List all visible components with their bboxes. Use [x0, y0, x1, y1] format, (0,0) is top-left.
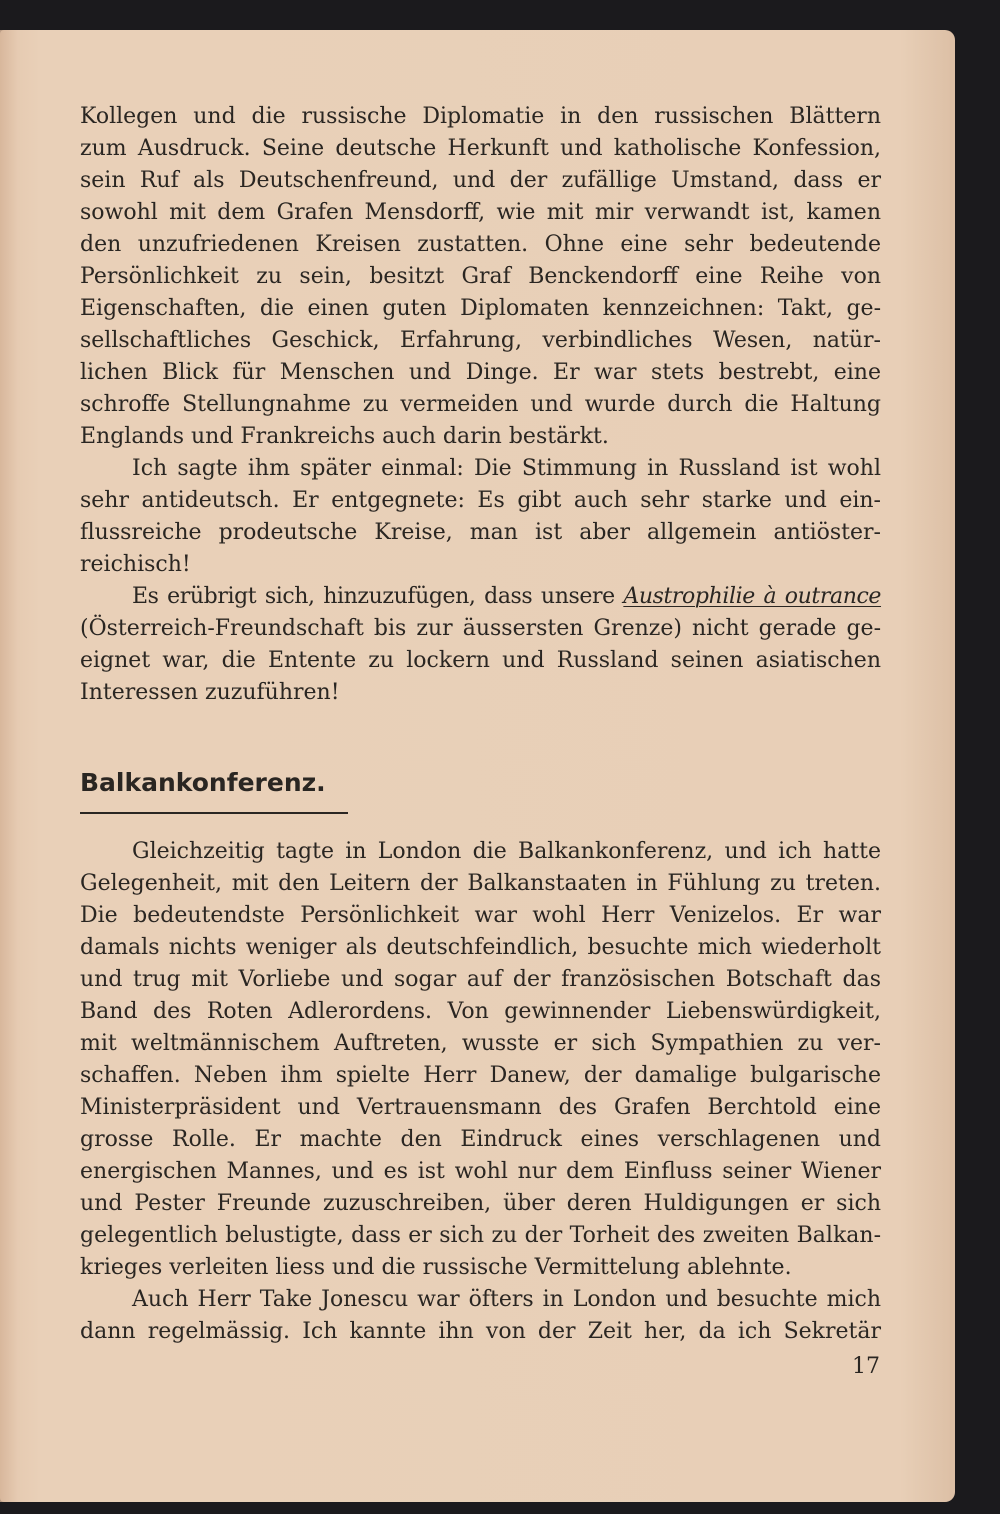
text-line: schaffen. Neben ihm spielte Herr Danew, der damalige bulgarische: [80, 1063, 881, 1088]
text-line: (Österreich-Freundschaft bis zur äussersten Grenze) nicht gerade ge-: [80, 616, 881, 641]
text-line: Die bedeutendste Persönlichkeit war wohl Herr Venizelos. Er war: [80, 903, 881, 928]
text-line: sehr antideutsch. Er entgegnete: Es gibt auch sehr starke und ein-: [80, 488, 881, 513]
paragraph-4: [80, 836, 881, 1284]
text-line: Interessen zuzuführen!: [80, 680, 340, 705]
text-line: den unzufriedenen Kreisen zustatten. Ohne eine sehr bedeutende: [80, 232, 881, 257]
text-line: Ministerpräsident und Vertrauensmann des Grafen Berchtold eine: [80, 1095, 881, 1120]
text-run: Es erübrigt sich, hinzuzufügen, dass unsere: [132, 584, 615, 609]
text-line: lichen Blick für Menschen und Dinge. Er war stets bestrebt, eine: [80, 360, 881, 385]
text-line: und Pester Freunde zuzuschreiben, über deren Huldigungen er sich: [80, 1191, 881, 1216]
text-line: krieges verleiten liess und die russische Vermittelung ablehnte.: [80, 1255, 792, 1280]
text-line: sein Ruf als Deutschenfreund, und der zufällige Umstand, dass er: [80, 168, 881, 193]
text-line: grosse Rolle. Er machte den Eindruck eines verschlagenen und: [80, 1127, 881, 1152]
text-line: schroffe Stellungnahme zu vermeiden und wurde durch die Haltung: [80, 392, 881, 417]
text-line: mit weltmännischem Auftreten, wusste er sich Sympathien zu ver-: [80, 1031, 881, 1056]
text-line: Kollegen und die russische Diplomatie in den russischen Blättern: [80, 104, 881, 129]
text-line: Band des Roten Adlerordens. Von gewinnender Liebenswürdigkeit,: [80, 999, 881, 1024]
text-line: Persönlichkeit zu sein, besitzt Graf Benckendorff eine Reihe von: [80, 264, 881, 289]
text-line: [80, 581, 881, 613]
text-line: reichisch!: [80, 552, 191, 577]
section-heading: Balkankonferenz.: [80, 768, 326, 797]
paragraph-5: [80, 1284, 881, 1348]
text-block-top: [80, 101, 881, 709]
paragraph-3: [80, 581, 881, 709]
text-line: energischen Mannes, und es ist wohl nur dem Einfluss seiner Wiener: [80, 1159, 881, 1184]
paragraph-1: [80, 101, 881, 453]
text-block-bottom: [80, 836, 881, 1348]
text-line: sowohl mit dem Grafen Mensdorff, wie mit mir verwandt ist, kamen: [80, 200, 881, 225]
text-line: gelegentlich belustigte, dass er sich zu der Torheit des zweiten Balkan-: [80, 1223, 881, 1248]
text-line: eignet war, die Entente zu lockern und Russland seinen asiatischen: [80, 648, 881, 673]
text-line: flussreiche prodeutsche Kreise, man ist aber allgemein antiöster-: [80, 520, 881, 545]
text-line: Auch Herr Take Jonescu war öfters in London und besuchte mich: [132, 1287, 881, 1312]
text-line: Englands und Frankreichs auch darin bestärkt.: [80, 424, 609, 449]
text-line: sellschaftliches Geschick, Erfahrung, verbindliches Wesen, natür-: [80, 328, 881, 353]
text-line: zum Ausdruck. Seine deutsche Herkunft und katholische Konfession,: [80, 136, 881, 161]
paragraph-2: [80, 453, 881, 581]
text-line: dann regelmässig. Ich kannte ihn von der Zeit her, da ich Sekretär: [80, 1319, 881, 1344]
page-number: 17: [852, 1354, 880, 1379]
emphasized-phrase: Austrophilie à outrance: [623, 584, 882, 609]
text-line: Ich sagte ihm später einmal: Die Stimmung in Russland ist wohl: [132, 456, 881, 481]
text-line: damals nichts weniger als deutschfeindlich, besuchte mich wiederholt: [80, 935, 881, 960]
text-line: Gleichzeitig tagte in London die Balkankonferenz, und ich hatte: [132, 839, 881, 864]
text-line: Eigenschaften, die einen guten Diplomaten kennzeichnen: Takt, ge-: [80, 296, 881, 321]
heading-underline: [80, 812, 348, 814]
text-line: Gelegenheit, mit den Leitern der Balkanstaaten in Fühlung zu treten.: [80, 871, 881, 896]
text-line: und trug mit Vorliebe und sogar auf der französischen Botschaft das: [80, 967, 881, 992]
